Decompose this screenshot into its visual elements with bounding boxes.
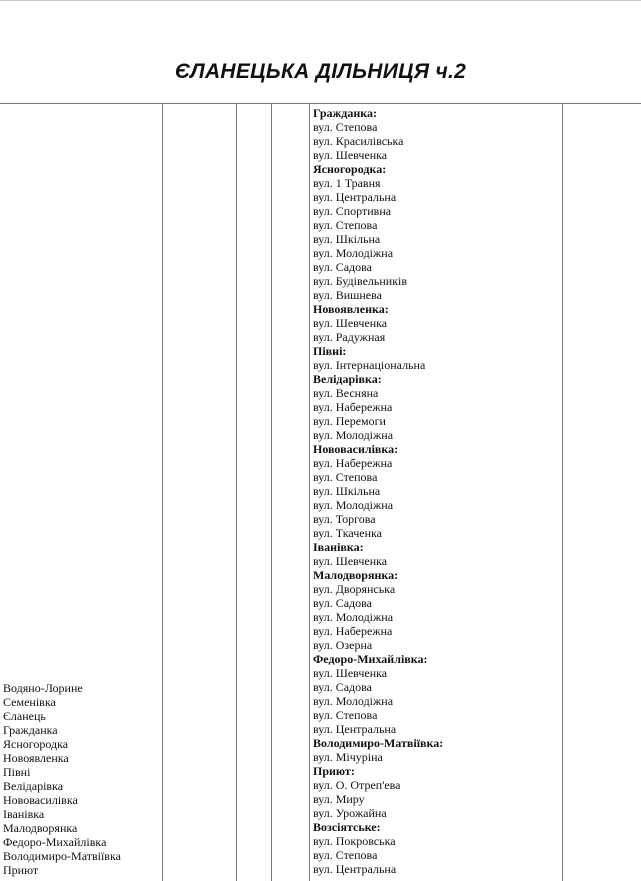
street-item: вул. Центральна (313, 862, 397, 876)
village-item: Нововасилівка (3, 793, 78, 807)
street-item: вул. Молодіжна (313, 246, 394, 260)
village-item: Ясногородка (3, 737, 69, 751)
village-item: Федоро-Михайлівка (3, 835, 107, 849)
village-heading: Малодворянка: (313, 568, 399, 582)
village-item: Півні (3, 765, 31, 779)
street-item: вул. Степова (313, 218, 378, 232)
street-item: вул. Молодіжна (313, 694, 394, 708)
column-divider (162, 104, 163, 881)
street-item: вул. Молодіжна (313, 428, 394, 442)
street-item: вул. Шевченка (313, 316, 388, 330)
street-item: вул. Шкільна (313, 484, 381, 498)
street-item: вул. Озерна (313, 638, 373, 652)
street-item: вул. Центральна (313, 722, 397, 736)
street-item: вул. Набережна (313, 624, 393, 638)
top-border (0, 0, 641, 1)
street-item: вул. Степова (313, 708, 378, 722)
street-item: вул. Торгова (313, 512, 376, 526)
street-item: вул. 1 Травня (313, 176, 381, 190)
column-divider (309, 104, 310, 881)
street-item: вул. Будівельників (313, 274, 408, 288)
column-divider (562, 104, 563, 881)
street-item: вул. Шевченка (313, 554, 388, 568)
village-item: Приют (3, 863, 39, 877)
street-item: вул. Шевченка (313, 666, 388, 680)
street-item: вул. Перемоги (313, 414, 386, 428)
street-item: вул. Степова (313, 470, 378, 484)
column-divider (271, 104, 272, 881)
village-heading: Володимиро-Матвіївка: (313, 736, 444, 750)
street-item: вул. Центральна (313, 190, 397, 204)
street-list (313, 106, 443, 876)
village-heading: Возсіятське: (313, 820, 381, 834)
street-item: вул. Степова (313, 120, 378, 134)
street-item: вул. Красилівська (313, 134, 404, 148)
village-list (3, 681, 121, 877)
street-item: вул. Миру (313, 792, 365, 806)
village-heading: Півні: (313, 344, 347, 358)
street-item: вул. О. Отреп'ева (313, 778, 401, 792)
village-heading: Новоявленка: (313, 302, 389, 316)
street-item: вул. Дворянська (313, 582, 396, 596)
village-heading: Приют: (313, 764, 355, 778)
street-item: вул. Шкільна (313, 232, 381, 246)
village-item: Іванівка (3, 807, 45, 821)
village-heading: Іванівка: (313, 540, 364, 554)
village-item: Велідарівка (3, 779, 64, 793)
table-top-border (0, 103, 641, 104)
street-item: вул. Молодіжна (313, 498, 394, 512)
village-heading: Нововасилівка: (313, 442, 399, 456)
street-item: вул. Шевченка (313, 148, 388, 162)
street-item: вул. Набережна (313, 400, 393, 414)
village-item: Семенівка (3, 695, 56, 709)
village-item: Гражданка (3, 723, 58, 737)
street-item: вул. Урожайна (313, 806, 387, 820)
village-heading: Ясногородка: (313, 162, 387, 176)
village-item: Малодворянка (3, 821, 78, 835)
village-heading: Велідарівка: (313, 372, 382, 386)
street-item: вул. Радужная (313, 330, 386, 344)
street-item: вул. Спортивна (313, 204, 392, 218)
street-item: вул. Мічуріна (313, 750, 383, 764)
street-item: вул. Садова (313, 596, 372, 610)
village-heading: Федоро-Михайлівка: (313, 652, 428, 666)
street-item: вул. Вишнева (313, 288, 382, 302)
street-item: вул. Степова (313, 848, 378, 862)
page-title: ЄЛАНЕЦЬКА ДІЛЬНИЦЯ ч.2 (174, 60, 467, 83)
street-item: вул. Садова (313, 680, 372, 694)
street-item: вул. Ткаченка (313, 526, 382, 540)
street-item: вул. Покровська (313, 834, 396, 848)
village-item: Водяно-Лорине (3, 681, 83, 695)
village-heading: Гражданка: (313, 106, 377, 120)
column-divider (236, 104, 237, 881)
street-item: вул. Інтернаціональна (313, 358, 426, 372)
village-item: Новоявленка (3, 751, 69, 765)
street-item: вул. Набережна (313, 456, 393, 470)
street-item: вул. Садова (313, 260, 372, 274)
street-item: вул. Молодіжна (313, 610, 394, 624)
village-item: Єланець (3, 709, 46, 723)
village-item: Володимиро-Матвіївка (3, 849, 121, 863)
street-item: вул. Весняна (313, 386, 379, 400)
